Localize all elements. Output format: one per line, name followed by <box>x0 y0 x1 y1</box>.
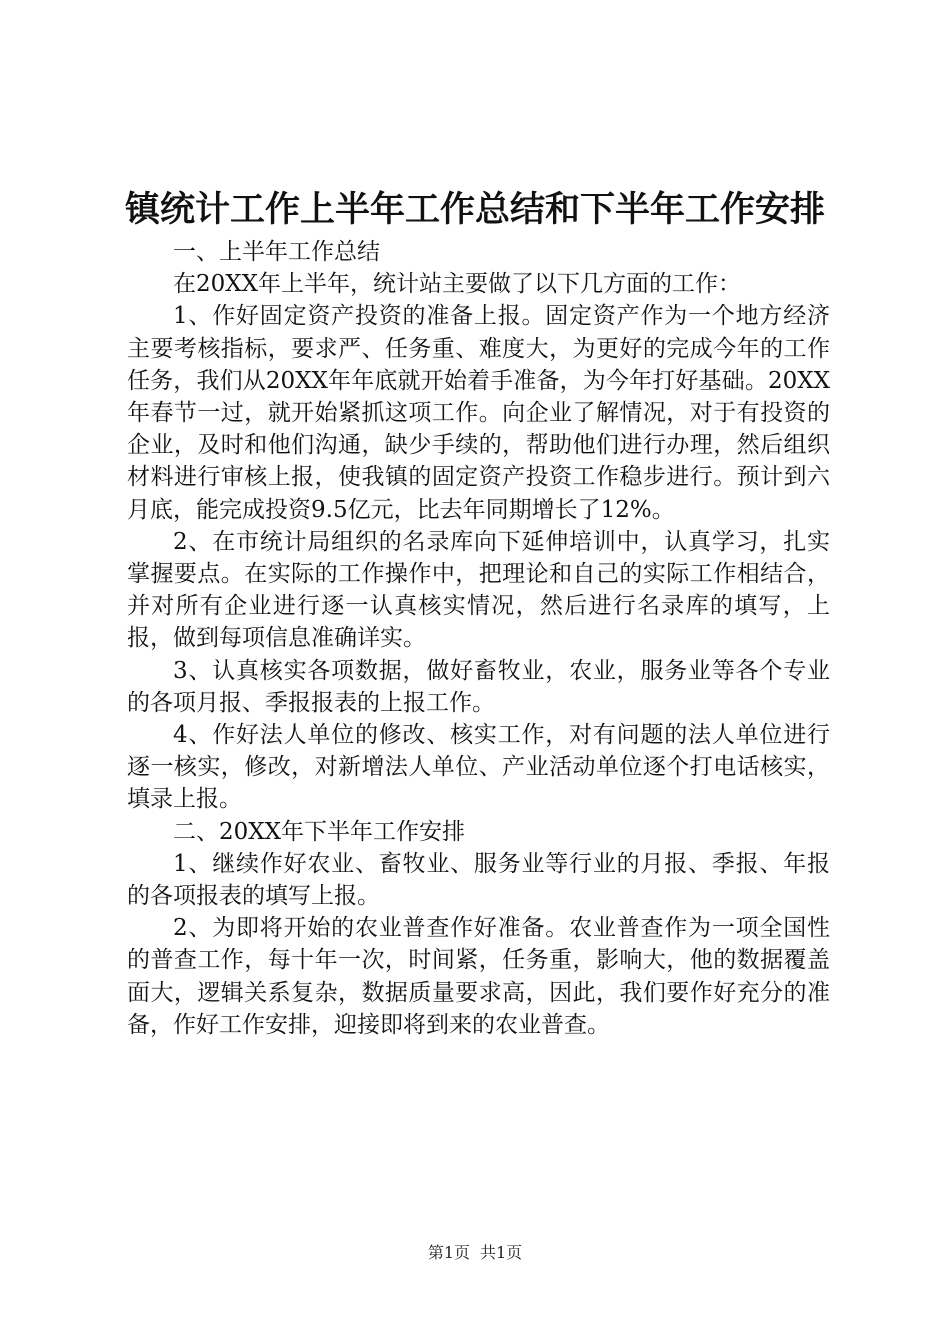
paragraph-item-4: 4、作好法人单位的修改、核实工作，对有问题的法人单位进行逐一核实，修改，对新增法人单位、产业活动单位逐个打电话核实，填录上报。 <box>127 722 830 813</box>
plan-item-2: 2、为即将开始的农业普查作好准备。农业普查作为一项全国性的普查工作，每十年一次，时间紧，任务重，影响大，他的数据覆盖面大，逻辑关系复杂，数据质量要求高，因此，我们要作好充分的准备，作好工作安排，迎接即将到来的农业普查。 <box>127 915 830 1038</box>
section-heading-first-half: 一、上半年工作总结 <box>173 239 380 265</box>
section-heading-second-half: 二、20XX年下半年工作安排 <box>173 818 466 845</box>
page-footer <box>0 1242 950 1264</box>
paragraph-item-3: 3、认真核实各项数据，做好畜牧业，农业，服务业等各个专业的各项月报、季报报表的上报工作。 <box>127 657 830 716</box>
document-title: 镇统计工作上半年工作总结和下半年工作安排 <box>124 189 825 230</box>
paragraph-item-1: 1、作好固定资产投资的准备上报。固定资产作为一个地方经济主要考核指标，要求严、任务重、难度大，为更好的完成今年的工作任务，我们从20XX年年底就开始着手准备，为今年打好基础。20XX年春节一过，就开始紧抓这项工作。向企业了解情况，对于有投资的企业，及时和他们沟通，缺少手续的，帮助他们进行办理，然后组织材料进行审核上报，使我镇的固定资产投资工作稳步进行。预计到六月底，能完成投资9.5亿元，比去年同期增长了12%。 <box>127 303 830 523</box>
document-body <box>127 236 830 1041</box>
plan-item-1: 1、继续作好农业、畜牧业、服务业等行业的月报、季报、年报的各项报表的填写上报。 <box>127 850 830 910</box>
intro-paragraph: 在20XX年上半年，统计站主要做了以下几方面的工作： <box>173 271 742 298</box>
paragraph-item-2: 2、在市统计局组织的名录库向下延伸培训中，认真学习，扎实掌握要点。在实际的工作操作中，把理论和自己的实际工作相结合，并对所有企业进行逐一认真核实情况，然后进行名录库的填写，上报，做到每项信息准确详实。 <box>127 528 830 652</box>
page-total: 共1页 <box>480 1243 523 1262</box>
page-number: 第1页 <box>427 1243 470 1262</box>
